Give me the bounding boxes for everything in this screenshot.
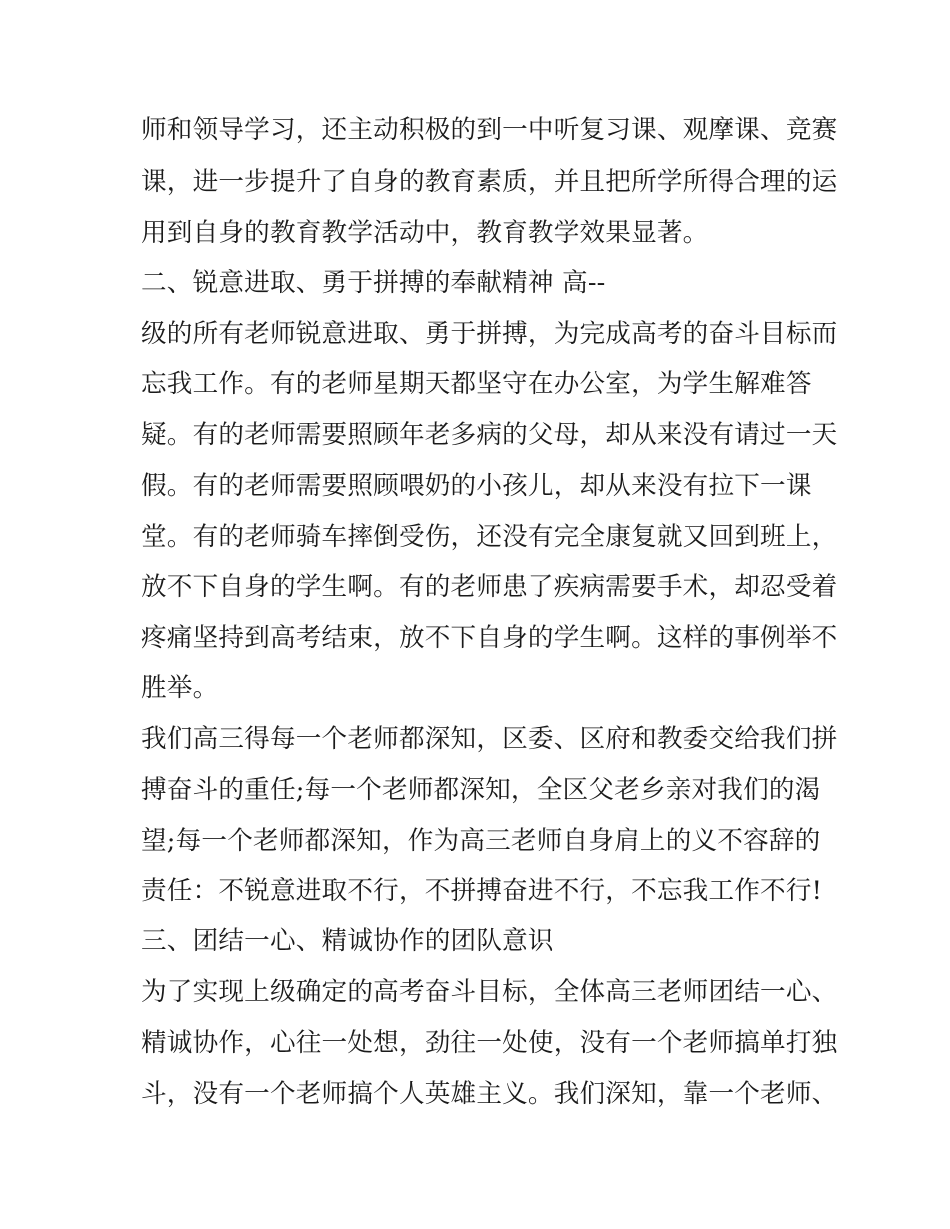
text-line: 师和领导学习，还主动积极的到一中听复习课、观摩课、竞赛 — [141, 115, 838, 145]
text-line: 斗，没有一个老师搞个人英雄主义。我们深知，靠一个老师、 — [141, 1079, 838, 1109]
text-line: 课，进一步提升了自身的教育素质，并且把所学所得合理的运 — [141, 167, 838, 197]
text-line: 望;每一个老师都深知，作为高三老师自身肩上的义不容辞的 — [141, 826, 821, 856]
text-line: 我们高三得每一个老师都深知，区委、区府和教委交给我们拼 — [141, 724, 838, 754]
text-line: 用到自身的教育教学活动中，教育教学效果显著。 — [141, 218, 709, 248]
text-line: 责任：不锐意进取不行，不拼搏奋进不行，不忘我工作不行! — [141, 876, 823, 906]
section-heading: 三、团结一心、精诚协作的团队意识 — [141, 926, 554, 956]
text-line: 堂。有的老师骑车摔倒受伤，还没有完全康复就又回到班上， — [141, 522, 838, 552]
text-line: 放不下自身的学生啊。有的老师患了疾病需要手术，却忍受着 — [141, 572, 838, 602]
text-line: 搏奋斗的重任;每一个老师都深知，全区父老乡亲对我们的渴 — [141, 775, 821, 805]
text-line: 假。有的老师需要照顾喂奶的小孩儿，却从来没有拉下一课 — [141, 471, 812, 501]
text-line: 疼痛坚持到高考结束，放不下自身的学生啊。这样的事例举不 — [141, 623, 838, 653]
text-line: 疑。有的老师需要照顾年老多病的父母，却从来没有请过一天 — [141, 420, 838, 450]
text-line: 忘我工作。有的老师星期天都坚守在办公室，为学生解难答 — [141, 369, 812, 399]
text-line: 精诚协作，心往一处想，劲往一处使，没有一个老师搞单打独 — [141, 1028, 838, 1058]
text-line: 级的所有老师锐意进取、勇于拼搏，为完成高考的奋斗目标而 — [141, 319, 838, 349]
section-heading: 二、锐意进取、勇于拼搏的奉献精神 高-- — [141, 268, 606, 298]
text-line: 胜举。 — [141, 673, 219, 703]
text-line: 为了实现上级确定的高考奋斗目标，全体高三老师团结一心、 — [141, 977, 838, 1007]
